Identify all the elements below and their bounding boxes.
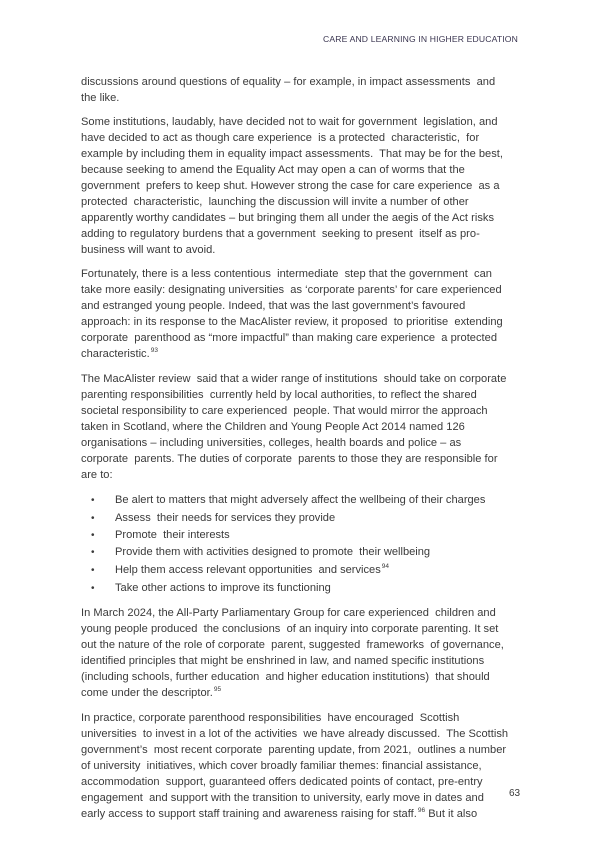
text-fragment: come under the descriptor. <box>81 686 213 699</box>
list-item-text: Provide them with activities designed to promote their wellbeing <box>115 546 431 559</box>
footnote-ref-93[interactable]: 93 <box>150 347 159 355</box>
paragraph-macalister-review <box>81 372 521 483</box>
bullet-icon: • <box>91 583 95 595</box>
text-line: protected characteristic, launching the discussion will invite a number of other <box>81 195 469 208</box>
text-line: take more easily: designating universities as ‘corporate parents’ for care experienced <box>81 284 502 297</box>
text-line: engagement and support with the transition to university, early move in dates and <box>81 791 484 804</box>
text-line: of university initiatives, which cover broadly familiar themes: financial assistance, <box>81 759 482 772</box>
footnote-ref-95[interactable]: 95 <box>213 686 222 694</box>
text-line: corporate parenthood as “more impactful” than making care experience a protected <box>81 331 498 344</box>
text-line: approach: in its response to the MacAlister review, it proposed to prioritise extending <box>81 315 503 328</box>
list-item <box>81 492 521 509</box>
text-line: Fortunately, there is a less contentious intermediate step that the government can <box>81 268 492 281</box>
text-line: have decided to act as though care experience is a protected characteristic, for <box>81 132 480 145</box>
paragraph-institutions-protected-characteristic <box>81 115 521 258</box>
list-item-text: Assess their needs for services they provide <box>115 511 336 524</box>
text-line: because seeking to amend the Equality Act may open a can of worms that the <box>81 164 465 177</box>
paragraph-corporate-parents <box>81 267 521 363</box>
text-line: universities to invest in a lot of the activities we have already discussed. The Scottish <box>81 728 509 741</box>
paragraph-equality-discussions <box>81 75 521 107</box>
bullet-icon: • <box>91 512 95 524</box>
text-line <box>81 807 521 824</box>
bullet-icon: • <box>91 495 95 507</box>
text-fragment: early access to support staff training and awareness raising for staff. <box>81 807 417 820</box>
text-line: business will want to avoid. <box>81 243 216 256</box>
text-line: young people produced the conclusions of an inquiry into corporate parenting. It set <box>81 623 499 636</box>
bullet-icon: • <box>91 547 95 559</box>
text-line: Some institutions, laudably, have decided not to wait for government legislation, and <box>81 116 498 129</box>
text-line <box>81 686 521 703</box>
list-item <box>81 580 521 597</box>
paragraph-appg-inquiry <box>81 606 521 702</box>
text-line: parenting responsibilities currently held by local authorities, to reflect the shared <box>81 389 477 402</box>
paragraph-scottish-practice <box>81 711 521 823</box>
text-line <box>81 347 521 364</box>
text-line: societal responsibility to care experienced people. That would mirror the approach <box>81 405 488 417</box>
text-line: adding to regulatory burdens that a government seeking to present itself as pro- <box>81 227 480 240</box>
text-line: (including schools, further education and higher education institutions) that should <box>81 670 490 683</box>
page-number: 63 <box>509 788 521 799</box>
list-item <box>81 527 521 544</box>
list-item <box>81 562 521 580</box>
text-line: In practice, corporate parenthood responsibilities have encouraged Scottish <box>81 712 460 725</box>
text-fragment: But it also <box>425 807 478 820</box>
text-line: are to: <box>81 468 113 481</box>
text-line: organisations – including universities, colleges, health boards and police – as <box>81 436 462 449</box>
text-line: apparently worthy candidates – but bringing them all under the aegis of the Act risks <box>81 211 495 224</box>
text-line: discussions around questions of equality – for example, in impact assessments and <box>81 76 496 88</box>
text-line: accommodation support, guaranteed offers dedicated points of contact, pre-entry <box>81 775 483 788</box>
text-line: and estranged young people. Indeed, that was the last government’s favoured <box>81 299 466 312</box>
list-item <box>81 510 521 527</box>
text-line: In March 2024, the All-Party Parliamentary Group for care experienced children and <box>81 607 496 620</box>
text-line: government prefers to keep shut. However strong the case for care experience as a <box>81 180 500 193</box>
footnote-ref-96[interactable]: 96 <box>417 807 426 815</box>
text-fragment: characteristic. <box>81 347 150 360</box>
text-line: example by including them in equality impact assessments. That may be for the best, <box>81 148 504 161</box>
page-body <box>81 75 521 832</box>
text-line: government’s most recent corporate parenting update, from 2021, outlines a number <box>81 744 507 756</box>
list-item-text: Help them access relevant opportunities and services <box>115 563 381 576</box>
bullet-icon: • <box>91 564 95 576</box>
footnote-ref-94[interactable]: 94 <box>381 563 390 571</box>
list-item <box>81 544 521 561</box>
text-line: out the nature of the role of corporate parent, suggested frameworks of governance, <box>81 638 504 651</box>
bullet-icon: • <box>91 529 95 541</box>
text-line: corporate parents. The duties of corporate parents to those they are responsible for <box>81 452 498 465</box>
text-line: taken in Scotland, where the Children and Young People Act 2014 named 126 <box>81 420 465 433</box>
running-header: CARE AND LEARNING IN HIGHER EDUCATION <box>323 34 518 44</box>
list-item-text: Be alert to matters that might adversely affect the wellbeing of their charges <box>115 494 486 507</box>
text-line: the like. <box>81 91 120 104</box>
text-line: identified principles that might be enshrined in law, and named specific institutions <box>81 654 485 667</box>
corporate-parent-duties-list <box>81 492 521 597</box>
text-line: The MacAlister review said that a wider range of institutions should take on corporate <box>81 373 507 386</box>
list-item-text: Promote their interests <box>115 528 230 541</box>
list-item-text: Take other actions to improve its functioning <box>115 582 331 595</box>
